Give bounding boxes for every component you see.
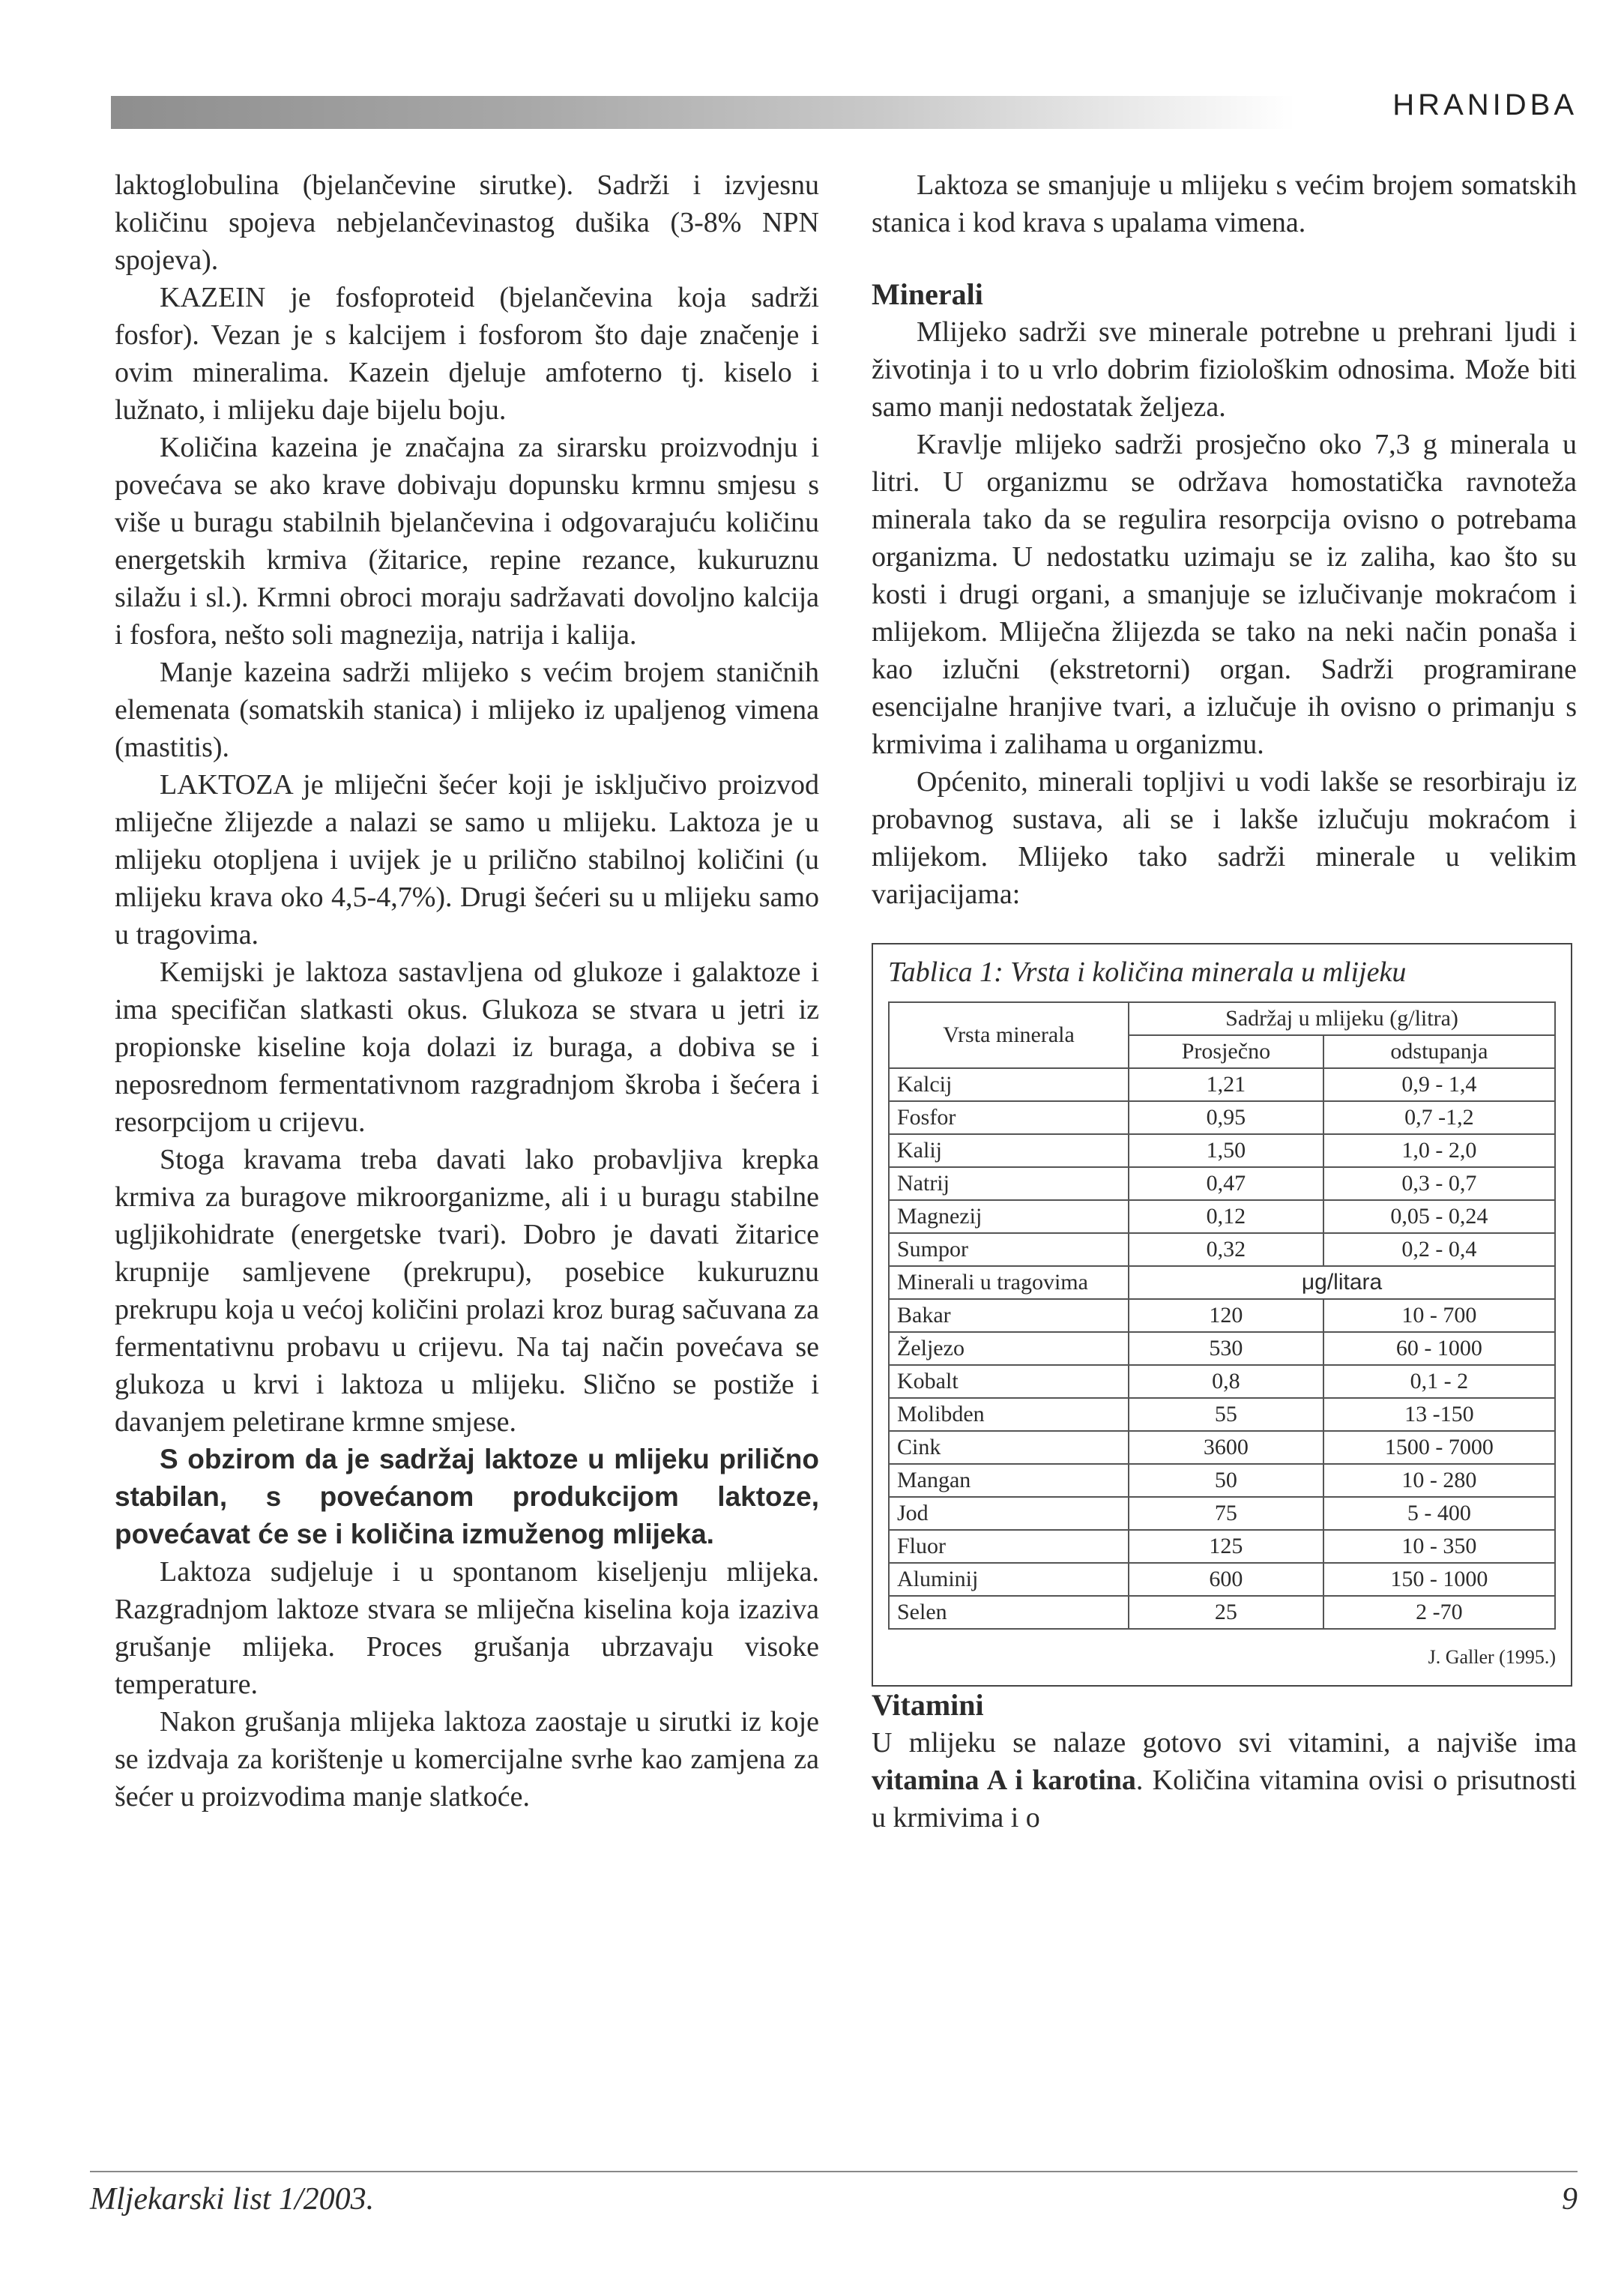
- mineral-name-cell: Cink: [889, 1431, 1129, 1464]
- table-row: [889, 1497, 1555, 1530]
- mineral-name-cell: Željezo: [889, 1332, 1129, 1365]
- left-paragraph-2: KAZEIN je fosfoproteid (bjelančevina koja sadrži fosfor). Vezan je s kalcijem i fosforom što daje značenje i ovim mineralima. Kazein djeluje amfoterno tj. kiselo i lužnato, i mlijeku daje bijelu boju.: [115, 282, 819, 426]
- mineral-name-cell: Bakar: [889, 1299, 1129, 1332]
- mineral-avg-cell: 0,47: [1129, 1167, 1323, 1200]
- left-paragraph-9: Laktoza sudjeluje i u spontanom kiseljenju mlijeka. Razgradnjom laktoze stvara se mliječna kiselina koja izaziva grušanje mlijeka. Proces grušanja ubrzavaju visoke temperature.: [115, 1556, 819, 1700]
- right-paragraph-5: [872, 1724, 1577, 1836]
- table-row: [889, 1233, 1555, 1266]
- mineral-avg-cell: 0,8: [1129, 1365, 1323, 1398]
- mineral-avg-cell: 25: [1129, 1596, 1323, 1629]
- table-row: [889, 1200, 1555, 1233]
- table-row: [889, 1167, 1555, 1200]
- left-paragraph-1: laktoglobulina (bjelančevine sirutke). Sadrži i izvjesnu količinu spojeva nebjelančevinastog dušika (3-8% NPN spojeva).: [115, 169, 819, 276]
- table-row: [889, 1365, 1555, 1398]
- mineral-avg-cell: 0,32: [1129, 1233, 1323, 1266]
- mineral-avg-cell: 55: [1129, 1398, 1323, 1431]
- right-paragraph-2: Mlijeko sadrži sve minerale potrebne u prehrani ljudi i životinja i to u vrlo dobrim fiziološkim odnosima. Može biti samo manji nedostatak željeza.: [872, 316, 1577, 423]
- left-paragraph-10: Nakon grušanja mlijeka laktoza zaostaje u sirutki iz koje se izdvaja za korištenje u komercijalne svrhe kao zamjena za šećer u proizvodima manje slatkoće.: [115, 1706, 819, 1813]
- footer-divider: [90, 2171, 1578, 2172]
- mineral-range-cell: 5 - 400: [1323, 1497, 1555, 1530]
- mineral-name-cell: Jod: [889, 1497, 1129, 1530]
- table-row: [889, 1332, 1555, 1365]
- table-row: [889, 1596, 1555, 1629]
- left-paragraph-highlight: S obzirom da je sadržaj laktoze u mlijeku prilično stabilan, s povećanom produkcijom laktoze, povećavat će se i količina izmuženog mlijeka.: [115, 1444, 819, 1549]
- mineral-avg-cell: 600: [1129, 1563, 1323, 1596]
- mineral-name-cell: Fluor: [889, 1530, 1129, 1563]
- mineral-name-cell: Natrij: [889, 1167, 1129, 1200]
- right-column: [872, 166, 1577, 1836]
- footer-journal: Mljekarski list 1/2003.: [90, 2182, 375, 2217]
- table-caption: Tablica 1: Vrsta i količina minerala u mlijeku: [888, 956, 1407, 988]
- right-paragraph-3: Kravlje mlijeko sadrži prosječno oko 7,3 g minerala u litri. U organizmu se održava homostatička ravnoteža minerala tako da se regulira resorpcija ovisno o potrebama organizma. U nedostatku uzimaju se iz zaliha, kao što su kosti i drugi organi, a smanjuje se izlučivanje mokraćom i mlijekom. Mliječna žlijezda se tako na neki način ponaša i kao izlučni (ekstretorni) organ. Sadrži programirane esencijalne hranjive tvari, a izlučuje ih ovisno o primanju s krmivima i zalihama u organizmu.: [872, 429, 1577, 760]
- left-paragraph-3: Količina kazeina je značajna za sirarsku proizvodnju i povećava se ako krave dobivaju dopunsku krmnu smjesu s više u buragu stabilnih bjelančevina i odgovarajuću količinu energetskih krmiva (žitarice, repine rezance, kukuruznu silažu i sl.). Krmni obroci moraju sadržavati dovoljno kalcija i fosfora, nešto soli magnezija, natrija i kalija.: [115, 432, 819, 651]
- mineral-name-cell: Kalij: [889, 1134, 1129, 1167]
- mineral-name-cell: Mangan: [889, 1464, 1129, 1497]
- table-row: [889, 1464, 1555, 1497]
- mineral-avg-cell: 1,50: [1129, 1134, 1323, 1167]
- section-title: HRANIDBA: [1392, 88, 1578, 121]
- mineral-range-cell: 10 - 350: [1323, 1530, 1555, 1563]
- right-paragraph-4: Općenito, minerali topljivi u vodi lakše se resorbiraju iz probavnog sustava, ali se i lakše izlučuju mokraćom i mlijekom. Mlijeko tako sadrži minerale u velikim varijacijama:: [872, 766, 1577, 910]
- mineral-avg-cell: 125: [1129, 1530, 1323, 1563]
- mineral-avg-cell: 75: [1129, 1497, 1323, 1530]
- mineral-name-cell: Aluminij: [889, 1563, 1129, 1596]
- mineral-name-cell: Fosfor: [889, 1101, 1129, 1134]
- mineral-name-cell: Kobalt: [889, 1365, 1129, 1398]
- col-range-header: odstupanja: [1323, 1035, 1555, 1068]
- vitamins-text-start: U mlijeku se nalaze gotovo svi vitamini, a najviše ima: [872, 1727, 1577, 1759]
- vitamins-text-bold: vitamina A i karotina: [872, 1765, 1136, 1796]
- table-row: [889, 1068, 1555, 1101]
- mineral-range-cell: 0,9 - 1,4: [1323, 1068, 1555, 1101]
- table-row: [889, 1530, 1555, 1563]
- mineral-range-cell: 10 - 700: [1323, 1299, 1555, 1332]
- mineral-range-cell: 60 - 1000: [1323, 1332, 1555, 1365]
- trace-section-row: [889, 1266, 1555, 1299]
- mineral-name-cell: Molibden: [889, 1398, 1129, 1431]
- table-source: J. Galler (1995.): [1428, 1646, 1556, 1668]
- minerals-heading: Minerali: [872, 277, 983, 311]
- col-content-header: Sadržaj u mlijeku (g/litra): [1129, 1002, 1555, 1035]
- table-row: [889, 1299, 1555, 1332]
- mineral-avg-cell: 1,21: [1129, 1068, 1323, 1101]
- left-paragraph-7: Stoga kravama treba davati lako probavljiva krepka krmiva za buragove mikroorganizme, ali i u buragu stabilne ugljikohidrate (energetske tvari). Dobro je davati žitarice krupnije samljevene (prekrupu), posebice kukuruznu prekrupu koja u većoj količini prolazi kroz burag sačuvana za fermentativnu probavu u crijevu. Na taj način povećava se glukoza u krvi i laktoza u mlijeku. Slično se postiže i davanjem peletirane krmne smjese.: [115, 1144, 819, 1438]
- table-row: [889, 1563, 1555, 1596]
- vitamins-heading: Vitamini: [872, 1688, 984, 1722]
- left-paragraph-6: Kemijski je laktoza sastavljena od glukoze i galaktoze i ima specifičan slatkasti okus. Glukoza se stvara u jetri iz propionske kiseline koja dolazi iz buraga, a dobiva se i neposrednom fermentativnom razgradnjom škroba i šećera i resorpcijom u crijevu.: [115, 956, 819, 1138]
- table-row: [889, 1431, 1555, 1464]
- col-avg-header: Prosječno: [1129, 1035, 1323, 1068]
- table-row: [889, 1101, 1555, 1134]
- vitamins-text-end: . Količina vitamina ovisi o prisutnosti u krmivima i o: [872, 1765, 1577, 1833]
- mineral-avg-cell: 530: [1129, 1332, 1323, 1365]
- table-header-row: [889, 1002, 1555, 1035]
- mineral-range-cell: 0,7 -1,2: [1323, 1101, 1555, 1134]
- mineral-name-cell: Sumpor: [889, 1233, 1129, 1266]
- mineral-range-cell: 0,05 - 0,24: [1323, 1200, 1555, 1233]
- left-paragraph-4: Manje kazeina sadrži mlijeko s većim brojem staničnih elemenata (somatskih stanica) i mlijeko iz upaljenog vimena (mastitis).: [115, 657, 819, 763]
- table-row: [889, 1134, 1555, 1167]
- mineral-range-cell: 0,1 - 2: [1323, 1365, 1555, 1398]
- mineral-range-cell: 150 - 1000: [1323, 1563, 1555, 1596]
- mineral-name-cell: Kalcij: [889, 1068, 1129, 1101]
- header-decorative-band: [111, 96, 1295, 129]
- left-column: [115, 166, 819, 1816]
- col-mineral-header: Vrsta minerala: [889, 1002, 1129, 1068]
- mineral-range-cell: 1500 - 7000: [1323, 1431, 1555, 1464]
- mineral-avg-cell: 50: [1129, 1464, 1323, 1497]
- mineral-avg-cell: 120: [1129, 1299, 1323, 1332]
- minerals-table: [888, 1001, 1556, 1630]
- mineral-range-cell: 10 - 280: [1323, 1464, 1555, 1497]
- mineral-range-cell: 0,3 - 0,7: [1323, 1167, 1555, 1200]
- mineral-avg-cell: 0,95: [1129, 1101, 1323, 1134]
- mineral-avg-cell: 3600: [1129, 1431, 1323, 1464]
- mineral-range-cell: 0,2 - 0,4: [1323, 1233, 1555, 1266]
- left-paragraph-5: LAKTOZA je mliječni šećer koji je isključivo proizvod mliječne žlijezde a nalazi se samo u mlijeku. Laktoza je u mlijeku otopljena i uvijek je u prilično stabilnoj količini (u mlijeku krava oko 4,5-4,7%). Drugi šećeri su u mlijeku samo u tragovima.: [115, 769, 819, 950]
- trace-unit-cell: μg/litara: [1129, 1266, 1555, 1299]
- right-paragraph-1: Laktoza se smanjuje u mlijeku s većim brojem somatskih stanica i kod krava s upalama vimena.: [872, 169, 1577, 238]
- mineral-name-cell: Selen: [889, 1596, 1129, 1629]
- mineral-range-cell: 1,0 - 2,0: [1323, 1134, 1555, 1167]
- page-number: 9: [1562, 2182, 1578, 2217]
- mineral-range-cell: 13 -150: [1323, 1398, 1555, 1431]
- mineral-name-cell: Magnezij: [889, 1200, 1129, 1233]
- table-row: [889, 1398, 1555, 1431]
- trace-label-cell: Minerali u tragovima: [889, 1266, 1129, 1299]
- minerals-table-box: [872, 943, 1572, 1687]
- mineral-avg-cell: 0,12: [1129, 1200, 1323, 1233]
- mineral-range-cell: 2 -70: [1323, 1596, 1555, 1629]
